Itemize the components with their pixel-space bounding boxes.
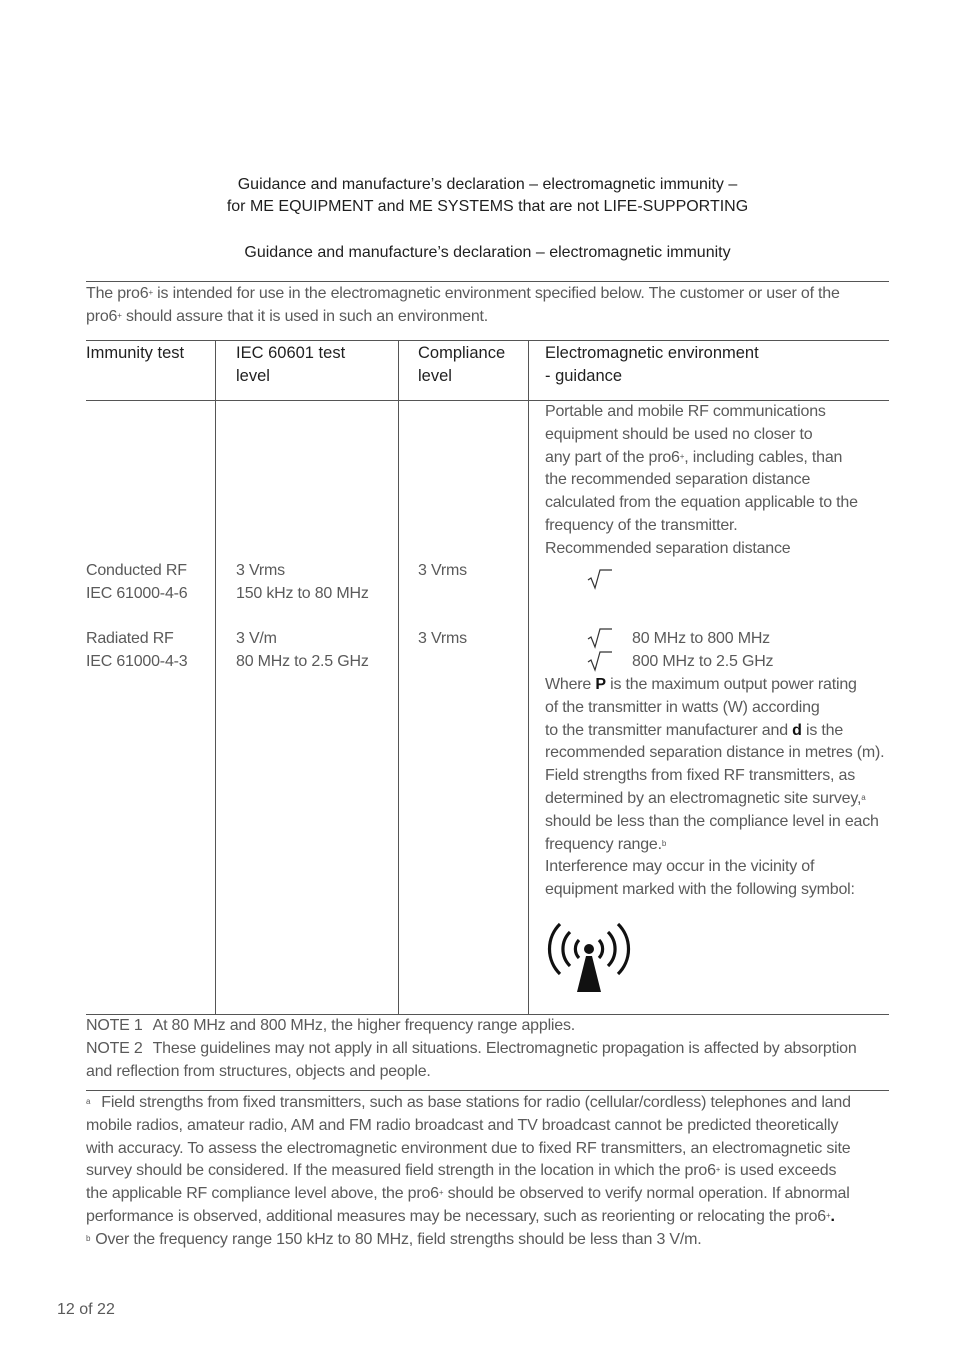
radiated-level-value: 3 V/m <box>236 630 277 647</box>
footnote-a-line-3: with accuracy. To assess the electromagnetic environment due to fixed RF transmitters, an electromagnetic site <box>86 1139 851 1157</box>
note-2-text: These guidelines may not apply in all situations. Electromagnetic propagation is affected by absorption <box>152 1039 857 1057</box>
radiated-compliance: 3 Vrms <box>418 630 467 647</box>
radiated-level-range: 80 MHz to 2.5 GHz <box>236 652 369 670</box>
header-iec-level-line-1: IEC 60601 test <box>236 344 346 362</box>
note-2-label: NOTE 2 <box>86 1039 143 1057</box>
conducted-level-value: 3 Vrms <box>236 562 285 579</box>
conducted-level-range: 150 kHz to 80 MHz <box>236 584 369 602</box>
table-row-radiated-level <box>236 628 369 674</box>
footnote-a-line-4b: is used exceeds <box>720 1162 837 1180</box>
conducted-test-standard: IEC 61000-4-6 <box>86 584 188 602</box>
guidance-line-1: Portable and mobile RF communications <box>545 403 826 420</box>
guidance-sup: + <box>679 451 685 461</box>
note-2-text-continued: and reflection from structures, objects and people. <box>86 1062 431 1080</box>
field-line-1: Field strengths from fixed RF transmitters, as <box>545 767 856 785</box>
header-em-environment <box>545 342 759 388</box>
range-80-800: 80 MHz to 800 MHz <box>632 630 770 647</box>
column-divider-3 <box>528 340 529 1014</box>
footnote-sup-3: + <box>826 1210 831 1220</box>
footnote-a-line-2: mobile radios, amateur radio, AM and FM radio broadcast and TV broadcast cannot be predicted theoretically <box>86 1116 839 1134</box>
field-line-3: should be less than the compliance level in each <box>545 812 879 830</box>
guidance-line-4: the recommended separation distance <box>545 471 811 489</box>
page-number <box>57 1301 115 1319</box>
symbol-p: P <box>595 676 606 693</box>
footnote-a-mark: a <box>86 1097 91 1106</box>
interference-line-1: Interference may occur in the vicinity of <box>545 858 815 876</box>
field-line-2: determined by an electromagnetic site survey, <box>545 789 862 807</box>
intro-line-2: should assure that it is used in such an environment. <box>121 307 489 325</box>
footnote-a-line-6a: performance is observed, additional measures may be necessary, such as reorienting or relocating the pro6 <box>86 1207 826 1225</box>
column-divider-1 <box>215 340 216 1014</box>
footnote-divider <box>86 1090 889 1091</box>
top-divider <box>86 281 889 282</box>
where-text-2: is the maximum output power rating <box>605 676 857 693</box>
conducted-compliance: 3 Vrms <box>418 562 467 579</box>
intro-product-name: The pro6 <box>86 285 149 302</box>
intro-line-1: is intended for use in the electromagnetic environment specified below. The customer or user of the <box>152 285 840 302</box>
footnotes-section <box>86 1092 851 1252</box>
where-line-2: of the transmitter in watts (W) according <box>545 698 820 716</box>
where-text: Where <box>545 676 596 693</box>
guidance-line-5: calculated from the equation applicable to the <box>545 494 858 512</box>
guidance-line-6: frequency of the transmitter. <box>545 516 738 534</box>
field-line-4: frequency range. <box>545 835 662 853</box>
footnote-a-line-1: Field strengths from fixed transmitters, such as base stations for radio (cellular/cordless) telephones and land <box>101 1094 851 1111</box>
header-iec-level-line-2: level <box>236 367 270 385</box>
document-subtitle: Guidance and manufacture’s declaration – electromagnetic immunity <box>244 244 731 261</box>
table-row-radiated-test <box>86 628 187 674</box>
title-line-1: Guidance and manufacture’s declaration – electromagnetic immunity – <box>237 176 738 193</box>
square-root-icon <box>586 567 614 591</box>
frequency-ranges <box>632 628 773 674</box>
footnote-b-mark: b <box>86 1233 91 1243</box>
header-compliance-line-1: Compliance <box>418 344 506 362</box>
page-current: 12 <box>57 1301 75 1318</box>
guidance-line-3a: any part of the pro6 <box>545 448 680 466</box>
radiated-test-standard: IEC 61000-4-3 <box>86 652 188 670</box>
header-compliance-level <box>418 342 505 388</box>
conducted-test-name: Conducted RF <box>86 562 187 579</box>
intro-sup: + <box>148 288 153 297</box>
title-line-2: for ME EQUIPMENT and ME SYSTEMS that are not LIFE-SUPPORTING <box>226 198 749 215</box>
where-line-4: recommended separation distance in metres (m). <box>545 744 885 762</box>
non-ionizing-radiation-icon <box>546 918 632 994</box>
header-em-line-2: - guidance <box>545 367 623 385</box>
interference-line-2: equipment marked with the following symbol: <box>545 881 855 899</box>
header-compliance-line-2: level <box>418 367 452 385</box>
guidance-text-bottom <box>545 674 884 902</box>
range-800-2500: 800 MHz to 2.5 GHz <box>632 652 774 670</box>
table-row-conducted-test <box>86 560 187 606</box>
intro-text <box>86 283 840 329</box>
footnote-b-text: Over the frequency range 150 kHz to 80 MHz, field strengths should be less than 3 V/m. <box>95 1230 702 1248</box>
where-line-3c: is the <box>801 721 844 739</box>
document-title <box>0 174 954 218</box>
table-row-conducted-level <box>236 560 369 606</box>
guidance-line-2: equipment should be used no closer to <box>545 425 813 443</box>
footnote-ref-b: b <box>661 838 667 848</box>
footnote-a-period: . <box>830 1207 835 1225</box>
note-1-label: NOTE 1 <box>86 1017 143 1034</box>
where-line-3a: to the transmitter manufacturer and <box>545 721 793 739</box>
symbol-d: d <box>792 721 802 739</box>
note-1-text: At 80 MHz and 800 MHz, the higher frequency range applies. <box>152 1017 576 1034</box>
square-root-icon <box>586 649 614 673</box>
footnote-sup-1: + <box>715 1165 721 1175</box>
radiated-test-name: Radiated RF <box>86 630 174 647</box>
header-em-line-1: Electromagnetic environment <box>545 344 759 362</box>
guidance-line-7: Recommended separation distance <box>545 539 791 557</box>
table-header-top-rule <box>86 340 889 341</box>
intro-sup-2: + <box>117 310 122 320</box>
square-root-icon <box>586 626 614 650</box>
header-immunity-test: Immunity test <box>86 344 185 362</box>
intro-product-name-2: pro6 <box>86 307 118 325</box>
notes-section <box>86 1015 857 1083</box>
footnote-a-line-5a: the applicable RF compliance level above, the pro6 <box>86 1185 439 1203</box>
header-iec-level <box>236 342 345 388</box>
guidance-text-top <box>545 401 858 561</box>
guidance-line-3b: , including cables, than <box>684 448 843 466</box>
footnote-a-line-5b: should be observed to verify normal operation. If abnormal <box>443 1185 850 1203</box>
page-total: of 22 <box>79 1301 115 1318</box>
footnote-ref-a: a <box>861 792 866 802</box>
footnote-sup-2: + <box>438 1188 444 1198</box>
footnote-a-line-4a: survey should be considered. If the measured field strength in the location in which the pro6 <box>86 1162 716 1180</box>
column-divider-2 <box>398 340 399 1014</box>
